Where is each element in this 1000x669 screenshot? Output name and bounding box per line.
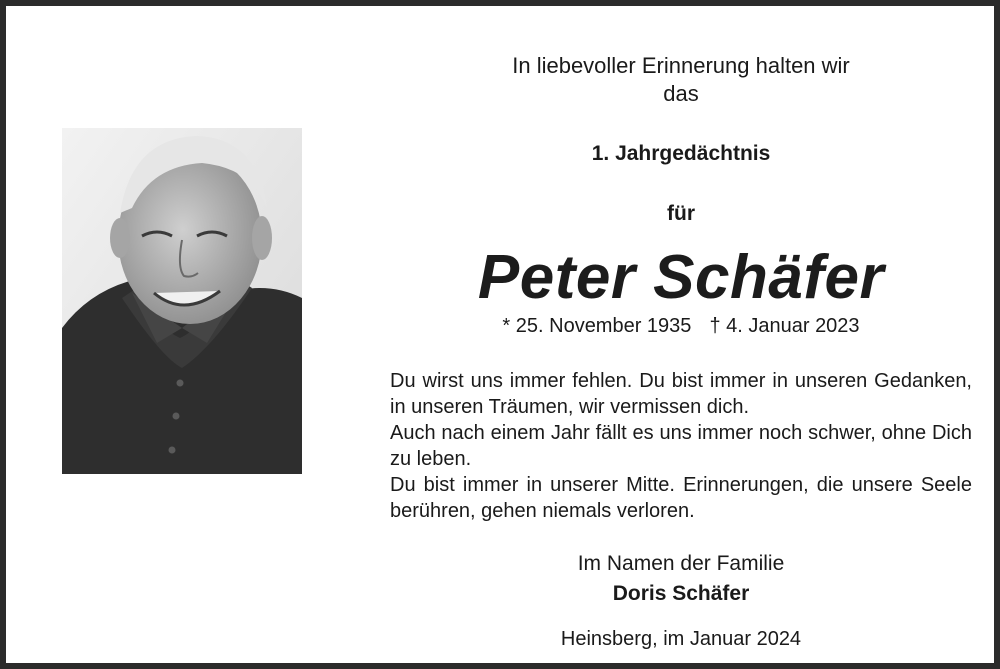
- intro-text: [386, 52, 976, 108]
- verse-paragraph-1: Du wirst uns immer fehlen. Du bist immer in unseren Gedanken, in unseren Träumen, wir vermissen dich.: [390, 370, 972, 418]
- deceased-name: Peter Schäfer: [477, 243, 885, 312]
- for-word: für: [667, 202, 695, 225]
- memorial-verse: [390, 368, 972, 524]
- life-dates: [386, 315, 976, 338]
- signoff: [386, 549, 976, 609]
- portrait-image: [62, 128, 302, 474]
- verse-paragraph-3: Du bist immer in unserer Mitte. Erinnerungen, die unsere Seele berühren, gehen niemals verloren.: [390, 474, 972, 522]
- occasion-heading: 1. Jahrgedächtnis: [591, 142, 771, 165]
- verse-paragraph-2: Auch nach einem Jahr fällt es uns immer noch schwer, ohne Dich zu leben.: [390, 422, 972, 470]
- signer-name: Doris Schäfer: [612, 582, 750, 605]
- portrait-photo: [62, 128, 302, 474]
- place-and-date: Heinsberg, im Januar 2024: [560, 628, 802, 650]
- family-line: Im Namen der Familie: [577, 552, 785, 575]
- intro-line-2: das: [663, 81, 699, 106]
- intro-line-1: In liebevoller Erinnerung halten wir: [512, 53, 850, 78]
- death-date: † 4. Januar 2023: [709, 315, 860, 337]
- birth-date: * 25. November 1935: [502, 315, 692, 337]
